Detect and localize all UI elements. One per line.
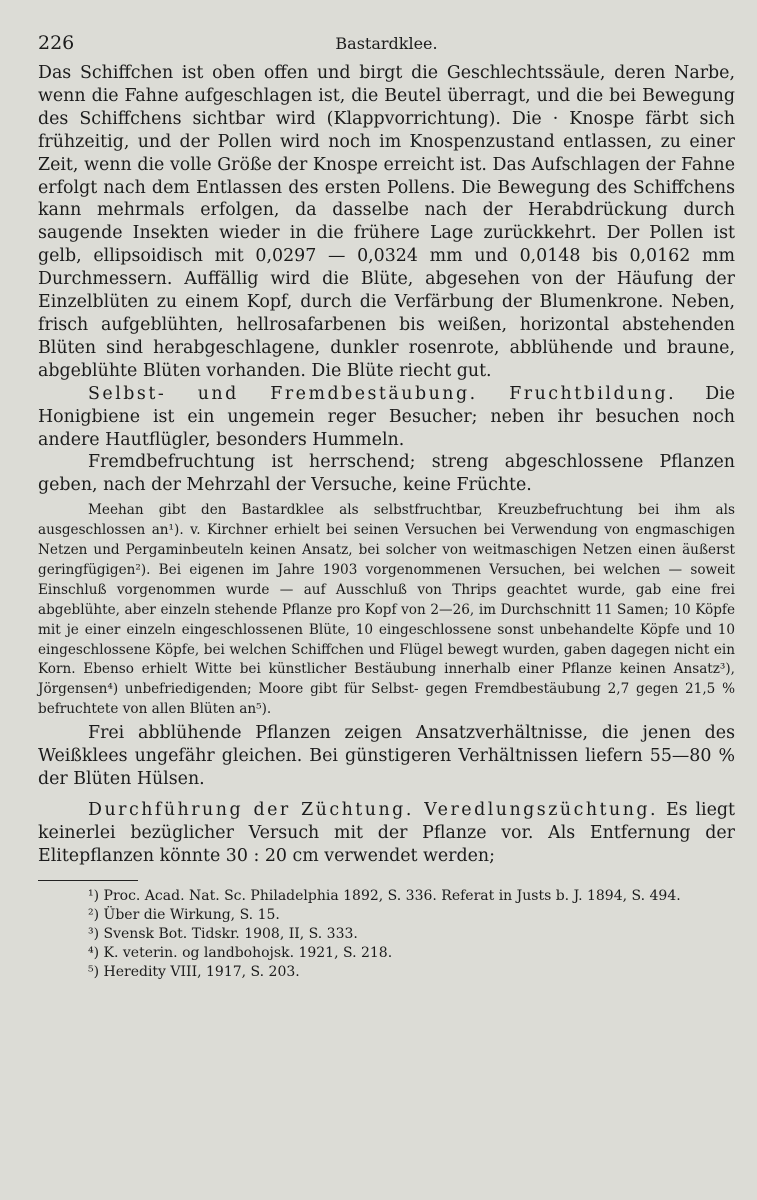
paragraph-pollination (38, 383, 735, 452)
body-text (38, 62, 735, 868)
footnote-2: ²) Über die Wirkung, S. 15. (88, 906, 280, 923)
paragraph-seed-set: Frei abblühende Pflanzen zeigen Ansatzverhältnisse, die jenen des Weißklees ungefähr gleichen. Bei günstigeren Verhältnissen liefern 55—80 % der Blüten Hülsen. (38, 723, 735, 789)
footnotes (38, 887, 735, 982)
paragraph-pollination-text: Die Honigbiene ist ein ungemein reger Besucher; neben ihr besuchen noch andere Hautflügler, besonders Hummeln. (38, 383, 735, 450)
footnote-3: ³) Svensk Bot. Tidskr. 1908, II, S. 333. (88, 925, 358, 942)
section-heading-pollination: Selbst- und Fremdbestäubung. Fruchtbildung. (88, 383, 677, 404)
page-number: 226 (38, 32, 75, 54)
small-print-block (38, 501, 735, 720)
paragraph-breeding (38, 799, 735, 868)
running-title: Bastardklee. (335, 34, 438, 53)
section-heading-breeding: Durchführung der Züchtung. Veredlungszüchtung. (88, 799, 659, 820)
paragraph-experiments: Meehan gibt den Bastardklee als selbstfruchtbar, Kreuzbefruchtung bei ihm als ausgeschlossen an¹). v. Kirchner erhielt bei seinen Versuchen bei Verwendung von engmaschigen Netzen und Pergaminbeuteln keinen Ansatz, bei solcher von weitmaschigen Netzen einen äußerst geringfügigen²). Bei eigenen im Jahre 1903 vorgenommenen Versuchen, bei welchen — soweit Einschluß vorgenommen wurde — auf Ausschluß von Thrips geachtet wurde, gab eine frei abgeblühte, aber einzeln stehende Pflanze pro Kopf von 2—26, im Durchschnitt 11 Samen; 10 Köpfe mit je einer einzeln eingeschlossenen Blüte, 10 eingeschlossene sonst unbehandelte Köpfe und 10 eingeschlossene Köpfe, bei welchen Schiffchen und Flügel bewegt wurden, gaben dagegen nicht ein Korn. Ebenso erhielt Witte bei künstlicher Bestäubung innerhalb einer Pflanze keinen Ansatz³), Jörgensen⁴) unbefriedigenden; Moore gibt für Selbst- gegen Fremdbestäubung 2,7 gegen 21,5 % befruchtete von allen Blüten an⁵). (38, 502, 735, 718)
paragraph-cross-fertilization: Fremdbefruchtung ist herrschend; streng abgeschlossene Pflanzen geben, nach der Mehrzahl der Versuche, keine Früchte. (38, 452, 735, 496)
footnote-1: ¹) Proc. Acad. Nat. Sc. Philadelphia 1892, S. 336. Referat in Justs b. J. 1894, S. 494. (88, 887, 681, 904)
footnote-4: ⁴) K. veterin. og landbohojsk. 1921, S. 218. (88, 944, 393, 961)
paragraph-breeding-text: Es liegt keinerlei bezüglicher Versuch mit der Pflanze vor. Als Entfernung der Elitepflanzen könnte 30 : 20 cm verwendet werden; (38, 799, 735, 866)
footnote-divider (38, 880, 138, 881)
footnote-5: ⁵) Heredity VIII, 1917, S. 203. (88, 963, 300, 980)
paragraph-flower-description: Das Schiffchen ist oben offen und birgt die Geschlechtssäule, deren Narbe, wenn die Fahne aufgeschlagen ist, die Beutel überragt, und die bei Bewegung des Schiffchens sichtbar wird (Klappvorrichtung). Die · Knospe färbt sich frühzeitig, und der Pollen wird noch im Knospenzustand entlassen, zu einer Zeit, wenn die volle Größe der Knospe erreicht ist. Das Aufschlagen der Fahne erfolgt nach dem Entlassen des ersten Pollens. Die Bewegung des Schiffchens kann mehrmals erfolgen, da dasselbe nach der Herabdrückung durch saugende Insekten wieder in die frühere Lage zurückkehrt. Der Pollen ist gelb, ellipsoidisch mit 0,0297 — 0,0324 mm und 0,0148 bis 0,0162 mm Durchmessern. Auffällig wird die Blüte, abgesehen von der Häufung der Einzelblüten zu einem Kopf, durch die Verfärbung der Blumenkrone. Neben, frisch aufgeblühten, hellrosafarbenen bis weißen, horizontal abstehenden Blüten sind herabgeschlagene, dunkler rosenrote, abblühende und braune, abgeblühte Blüten vorhanden. Die Blüte riecht gut. (38, 63, 735, 381)
page-header (38, 26, 735, 62)
